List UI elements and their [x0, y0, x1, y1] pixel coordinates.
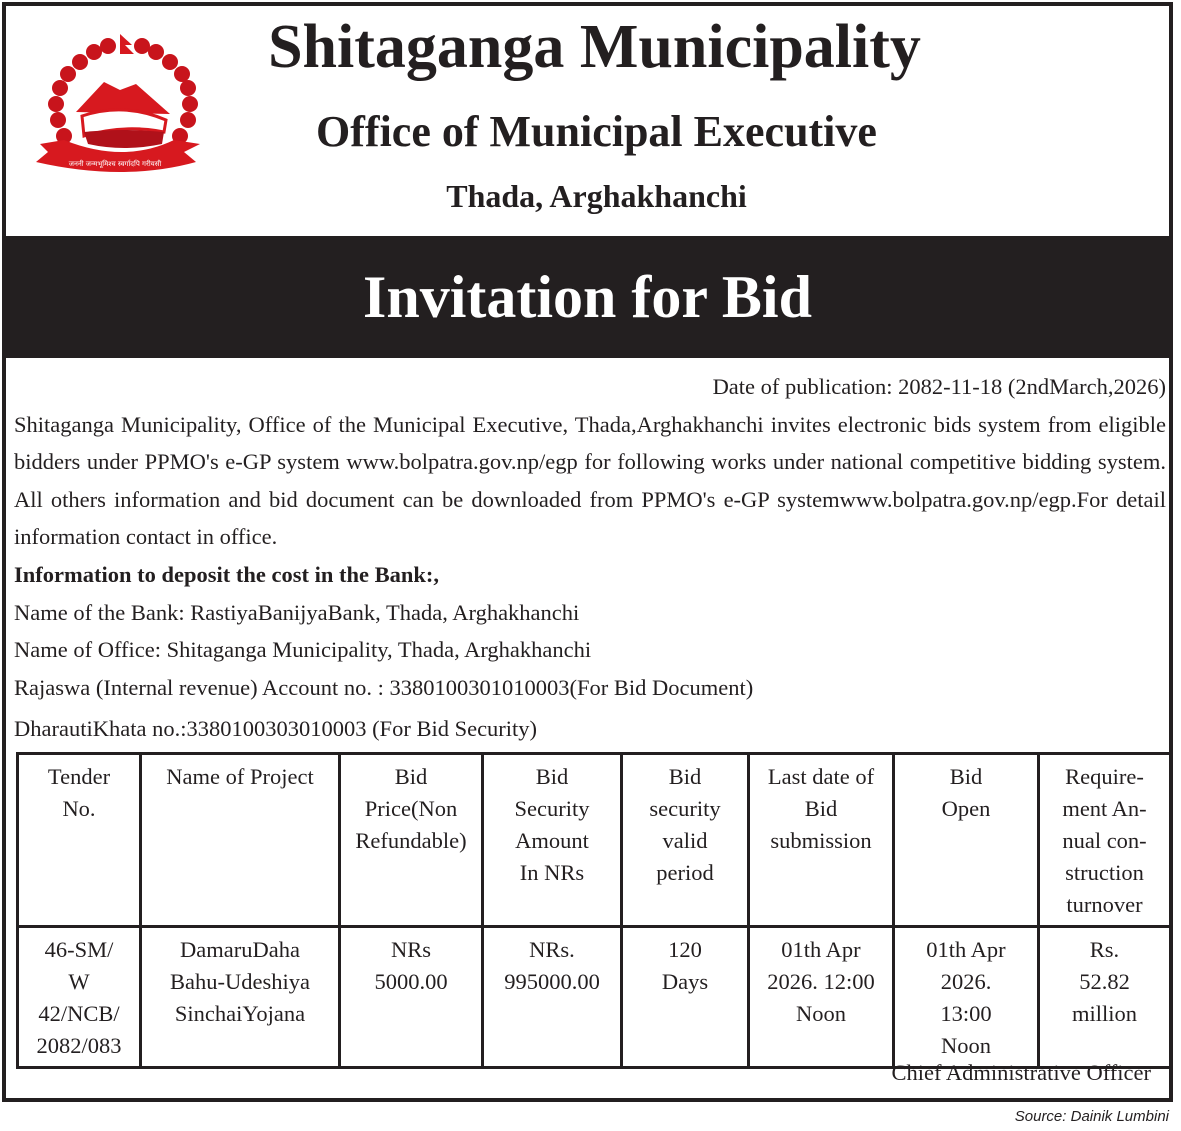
cell-last-submission-date: 01th Apr 2026. 12:00 Noon [749, 927, 894, 1068]
bank-info-heading: Information to deposit the cost in the Bank:, [14, 561, 440, 587]
cell-bid-price: NRs 5000.00 [340, 927, 483, 1068]
office-name: Office of Municipal Executive [316, 107, 877, 156]
col-tender-no: Tender No. [18, 754, 141, 927]
notice-body [14, 368, 1166, 748]
col-bid-security-period: Bid security valid period [622, 754, 749, 927]
cell-turnover-requirement: Rs. 52.82 million [1039, 927, 1171, 1068]
revenue-account: Rajaswa (Internal revenue) Account no. : 3380100301010003(For Bid Document) [14, 674, 754, 700]
bank-name: Name of the Bank: RastiyaBanijyaBank, Thada, Arghakhanchi [14, 599, 580, 625]
bid-table [16, 752, 1172, 1069]
cell-bid-open: 01th Apr 2026. 13:00 Noon [894, 927, 1039, 1068]
title-banner [6, 236, 1169, 358]
invitation-paragraph: Shitaganga Municipality, Office of the Municipal Executive, Thada,Arghakhanchi invites electronic bids system from eligible bidders under PPMO's e-GP system www.bolpatra.gov.np/egp for following works under national competitive bidding system. All others information and bid document can be downloaded from PPMO's e-GP systemwww.bolpatra.gov.np/egp.For detail information contact in office. [14, 411, 1166, 550]
svg-text:जननी जन्मभूमिश्च स्वर्गादपि गर: जननी जन्मभूमिश्च स्वर्गादपि गरीयसी [68, 160, 162, 168]
col-bid-security-amount: Bid Security Amount In NRs [483, 754, 622, 927]
security-account: DharautiKhata no.:3380100303010003 (For Bid Security) [14, 716, 538, 742]
table-row [18, 927, 1171, 1068]
cell-project-name: DamaruDaha Bahu-Udeshiya SinchaiYojana [141, 927, 340, 1068]
col-project-name: Name of Project [141, 754, 340, 927]
signature-line: Chief Administrative Officer [891, 1060, 1151, 1085]
publication-date: Date of publication: 2082-11-18 (2ndMarch,2026) [712, 374, 1166, 399]
table-header-row [18, 754, 1171, 927]
notice-header [6, 6, 1169, 236]
source-credit: Source: Dainik Lumbini [1014, 1108, 1169, 1125]
col-turnover-requirement: Require- ment An- nual con- struction turnover [1039, 754, 1171, 927]
col-bid-open: Bid Open [894, 754, 1039, 927]
notice-title: Invitation for Bid [363, 264, 812, 330]
municipality-name: Shitaganga Municipality [268, 13, 921, 81]
col-bid-price: Bid Price(Non Refundable) [340, 754, 483, 927]
cell-bid-security-amount: NRs. 995000.00 [483, 927, 622, 1068]
cell-tender-no: 46-SM/ W 42/NCB/ 2082/083 [18, 927, 141, 1068]
cell-bid-security-period: 120 Days [622, 927, 749, 1068]
office-name-line: Name of Office: Shitaganga Municipality, Thada, Arghakhanchi [14, 637, 592, 663]
notice-frame [2, 2, 1173, 1102]
office-location: Thada, Arghakhanchi [446, 178, 747, 214]
col-last-submission-date: Last date of Bid submission [749, 754, 894, 927]
